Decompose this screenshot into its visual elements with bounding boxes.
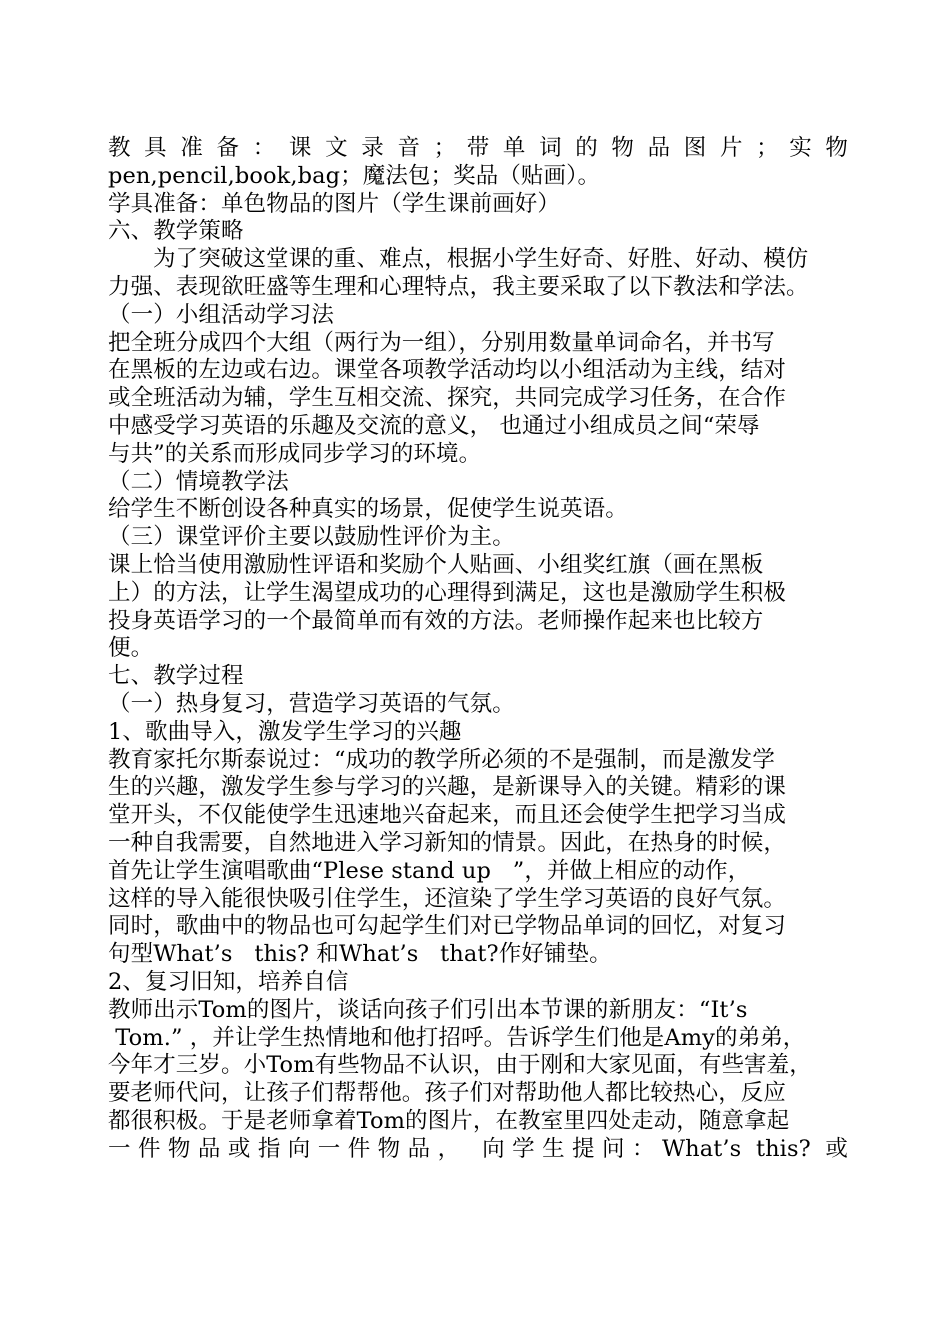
text-line: （三）课堂评价主要以鼓励性评价为主。 [108,524,515,551]
text-line: （一）热身复习，营造学习英语的气氛。 [108,690,515,717]
text-line: 给学生不断创设各种真实的场景，促使学生说英语。 [108,496,628,523]
text-line: 投身英语学习的一个最简单而有效的方法。老师操作起来也比较方 [108,607,764,634]
text-line: 首先让学生演唱歌曲“Plese stand up ”，并做上相应的动作， [108,857,751,884]
text-line: 这样的导入能很快吸引住学生，还渲染了学生学习英语的良好气氛。 [108,885,787,912]
text-line: 一种自我需要，自然地进入学习新知的情景。因此，在热身的时候， [108,829,787,856]
text-line: 2、复习旧知，培养自信 [108,968,349,995]
text-line: 今年才三岁。小Tom有些物品不认识，由于刚和大家见面，有些害羞， [108,1052,812,1079]
text-line: （二）情境教学法 [108,468,289,495]
text-line: 1、歌曲导入，激发学生学习的兴趣 [108,718,462,745]
text-line: 课上恰当使用激励性评语和奖励个人贴画、小组奖红旗（画在黑板 [108,551,764,578]
text-line: 中感受学习英语的乐趣及交流的意义， 也通过小组成员之间“荣辱 [108,412,760,439]
text-line: 要老师代问，让孩子们帮帮他。孩子们对帮助他人都比较热心，反应 [108,1080,787,1107]
document-page [108,135,848,1163]
text-line: （一）小组活动学习法 [108,301,335,328]
text-line: 与共”的关系而形成同步学习的环境。 [108,440,482,467]
text-line: 教师出示Tom的图片，谈话向孩子们引出本节课的新朋友：“It’s [108,996,748,1023]
text-line: 便。 [108,635,154,662]
text-line: 同时，歌曲中的物品也可勾起学生们对已学物品单词的回忆，对复习 [108,913,787,940]
text-line: 或全班活动为辅，学生互相交流、探究，共同完成学习任务，在合作 [108,385,787,412]
text-line: 句型What’s this? 和What’s that?作好铺垫。 [108,941,612,968]
text-line: 六、教学策略 [108,218,244,245]
text-line: 力强、表现欲旺盛等生理和心理特点，我主要采取了以下教法和学法。 [108,273,809,300]
text-line: 一件物品或指向一件物品， 向学生提问：What’s this? 或 [108,1135,848,1162]
text-line: 生的兴趣，激发学生参与学习的兴趣，是新课导入的关键。精彩的课 [108,774,787,801]
text-line: 教 具 准 备 ： 课 文 录 音 ； 带 单 词 的 物 品 图 片 ； 实 物 [108,135,848,161]
text-line: 在黑板的左边或右边。课堂各项教学活动均以小组活动为主线，结对 [108,357,787,384]
text-line: 上）的方法，让学生渴望成功的心理得到满足，这也是激励学生积极 [108,579,787,606]
text-line: 把全班分成四个大组（两行为一组），分别用数量单词命名，并书写 [108,329,775,356]
text-line: 学具准备：单色物品的图片（学生课前画好） [108,190,561,217]
text-line: pen,pencil,book,bag；魔法包；奖品（贴画）。 [108,162,601,189]
text-line: 教育家托尔斯泰说过：“成功的教学所必须的不是强制，而是激发学 [108,746,776,773]
text-line: 都很积极。于是老师拿着Tom的图片，在教室里四处走动，随意拿起 [108,1107,790,1134]
text-line: 为了突破这堂课的重、难点，根据小学生好奇、好胜、好动、模仿 [153,246,809,273]
text-line: 七、教学过程 [108,663,244,690]
text-line: 堂开头，不仅能使学生迅速地兴奋起来，而且还会使学生把学习当成 [108,802,787,829]
text-line: Tom.” ，并让学生热情地和他打招呼。告诉学生们他是Amy的弟弟， [108,1024,806,1051]
